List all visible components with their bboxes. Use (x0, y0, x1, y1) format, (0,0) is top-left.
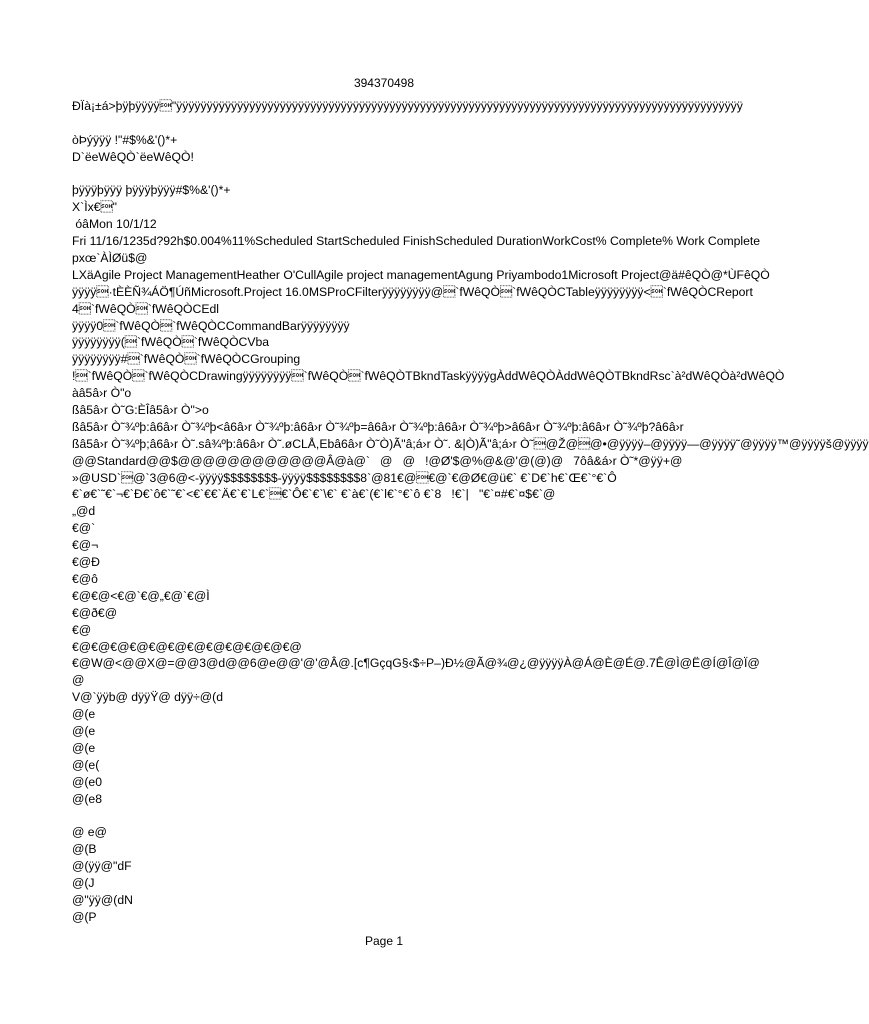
text-line: €@¬ (72, 538, 99, 553)
text-line: @ (72, 673, 85, 688)
text-line: @ e@ (72, 825, 107, 840)
text-line: @(J (72, 875, 95, 890)
text-line: 4`fWêQÒ`fWêQÒCEdl (72, 301, 219, 316)
text-line: !`fWêQÒ`fWêQÒCDrawingÿÿÿÿÿÿÿÿ`fWêQÒ`fWêQÒTBkndTaskÿÿÿÿgÀddWêQÒÀddWêQÒTBkndRsc`à²dWêQÒà²dWêQÒ (72, 369, 785, 384)
text-line: D`ëeWêQÒ`ëeWêQÒ! (72, 149, 194, 164)
text-line: Fri 11/16/1235d?92h$0.004%11%Scheduled StartScheduled FinishScheduled DurationWorkCost% Complete% Work Complete (72, 234, 761, 249)
text-line: €@ô (72, 571, 98, 586)
text-line: €@ (72, 622, 92, 637)
text-line: €@` (72, 521, 96, 536)
text-line: ÿÿÿÿ0`fWêQÒ`fWêQÒCCommandBarÿÿÿÿÿÿÿÿ (72, 318, 350, 333)
text-line: @@Standard@@$@@@@@@@@@@@@Â@à@` @ @ !@Ø'$@%@&@'@(@)@ 7ôâ&á›r Ò˜*@ÿÿ+@ (72, 453, 683, 468)
text-line (72, 166, 768, 183)
text-line: óâMon 10/1/12 (72, 217, 157, 232)
text-line: àâ5â›r Ò"o (72, 386, 132, 401)
text-line: @(e (72, 723, 96, 738)
document-id-header: 394370498 (353, 76, 415, 90)
binary-text-block (72, 98, 869, 926)
text-line: ßâ5â›r Ò˜G:ÈÎâ5â›r Ò">o (72, 403, 209, 418)
text-line: ßâ5â›r Ò˜¾ºþ:â6â›r Ò˜¾ºþ<â6â›r Ò˜¾ºþ:â6â›r Ò˜¾ºþ=â6â›r Ò˜¾ºþ:â6â›r Ò˜¾ºþ>â6â›r Ò˜¾ºþ:â6â›r Ò˜¾ºþ?â6â›r (72, 419, 684, 434)
text-line: X`Ìx€" (72, 200, 117, 215)
text-line: @(ÿÿ@"dF (72, 859, 132, 874)
text-line: @(e( (72, 757, 100, 772)
text-line: @(e0 (72, 774, 102, 789)
text-line: þÿÿÿþÿÿÿ þÿÿÿþÿÿÿ#$%&'()*+ (72, 183, 231, 198)
text-line: €@€@<€@`€@„€@`€@Ì (72, 588, 210, 603)
text-line: €@ð€@ (72, 605, 118, 620)
text-line: ÿÿÿÿÿÿÿÿ#`fWêQÒ`fWêQÒCGrouping (72, 352, 301, 367)
text-line: ÿÿÿÿÿÿÿÿ(`fWêQÒ`fWêQÒCVba (72, 335, 270, 350)
text-line: @(B (72, 842, 97, 857)
text-line (72, 807, 768, 824)
text-line: @(e (72, 707, 96, 722)
text-line: €@€@€@€@€@€@€@€@€@€@€@€@ (72, 639, 302, 654)
text-line: @(e8 (72, 791, 102, 806)
text-line: €@W@<@@X@=@@3@d@@6@e@@'@'@Â@.[c¶GçqG§‹$÷P–)Ð½@Ã@¾@¿@ÿÿÿÿÀ@Á@È@É@.7Ê@Ì@Ë@Í@Î@Ï@ (72, 656, 760, 671)
text-line: @(e (72, 740, 96, 755)
text-line: òÞýÿÿÿ !"#$%&'()*+ (72, 132, 178, 147)
page-number-footer: Page 1 (364, 934, 404, 948)
text-line: »@USD`@`3@6@<-ÿÿÿÿ$$$$$$$$-ÿÿÿÿ$$$$$$$$8`@81€@€@`€@Ø€@ü€` €`D€`h€`Œ€`°€`Ô (72, 470, 617, 485)
text-line: ÿÿÿÿ·tÈÈÑ¾ÁÖ¶ÚñMicrosoft.Project 16.0MSProCFilterÿÿÿÿÿÿÿÿ@`fWêQÒ`fWêQÒCTableÿÿÿÿÿÿÿÿ<`fWêQÒCReport (72, 284, 753, 299)
text-line: LXäAgile Project ManagementHeather O'CullAgile project managementAgung Priyambodo1Microsoft Project@ä#êQÒ@*ÙFêQÒ (72, 267, 770, 282)
text-line: ÐÏà¡±á>þÿþÿÿÿÿ"ÿÿÿÿÿÿÿÿÿÿÿÿÿÿÿÿÿÿÿÿÿÿÿÿÿÿÿÿÿÿÿÿÿÿÿÿÿÿÿÿÿÿÿÿÿÿÿÿÿÿÿÿÿÿÿÿÿÿÿÿÿÿÿÿÿÿÿÿÿÿÿÿÿÿÿÿÿÿÿÿÿÿÿÿÿÿÿÿÿÿÿÿÿ (72, 99, 743, 113)
text-line: @(P (72, 909, 97, 924)
text-line: „@d (72, 504, 96, 519)
text-line: V@`ÿÿb@ dÿÿŸ@ dÿÿ÷@(d (72, 690, 223, 705)
text-line: €@Ð (72, 555, 100, 570)
text-line: €`ø€`˜€`¬€`Ð€`ô€`˜€`<€`€€`Ä€`€`L€`€`Ô€`€`\€` €`à€`(€`l€`°€`ô €`8 !€`| "€`¤#€`¤$€`@ (72, 487, 556, 502)
text-line: pxœ`ÀÌØü$@ (72, 251, 148, 266)
text-line: @"ÿÿ@(dN (72, 892, 133, 907)
text-line (72, 115, 768, 132)
text-line: ßâ5â›r Ò˜¾ºþ;â6â›r Ò˜.sâ¾ºþ:â6â›r Ò˜.øCLÅ,Ebâ6â›r Ò˜Ò)Ã"â;á›r Ò˜. &|Ò)Ã"â;á›r Ò˜@Ž@@•@ÿÿÿÿ–@ÿÿÿÿ—@ÿÿÿÿ˜@ÿÿÿÿ™@ÿÿÿÿš@ÿÿÿÿ (72, 436, 869, 451)
